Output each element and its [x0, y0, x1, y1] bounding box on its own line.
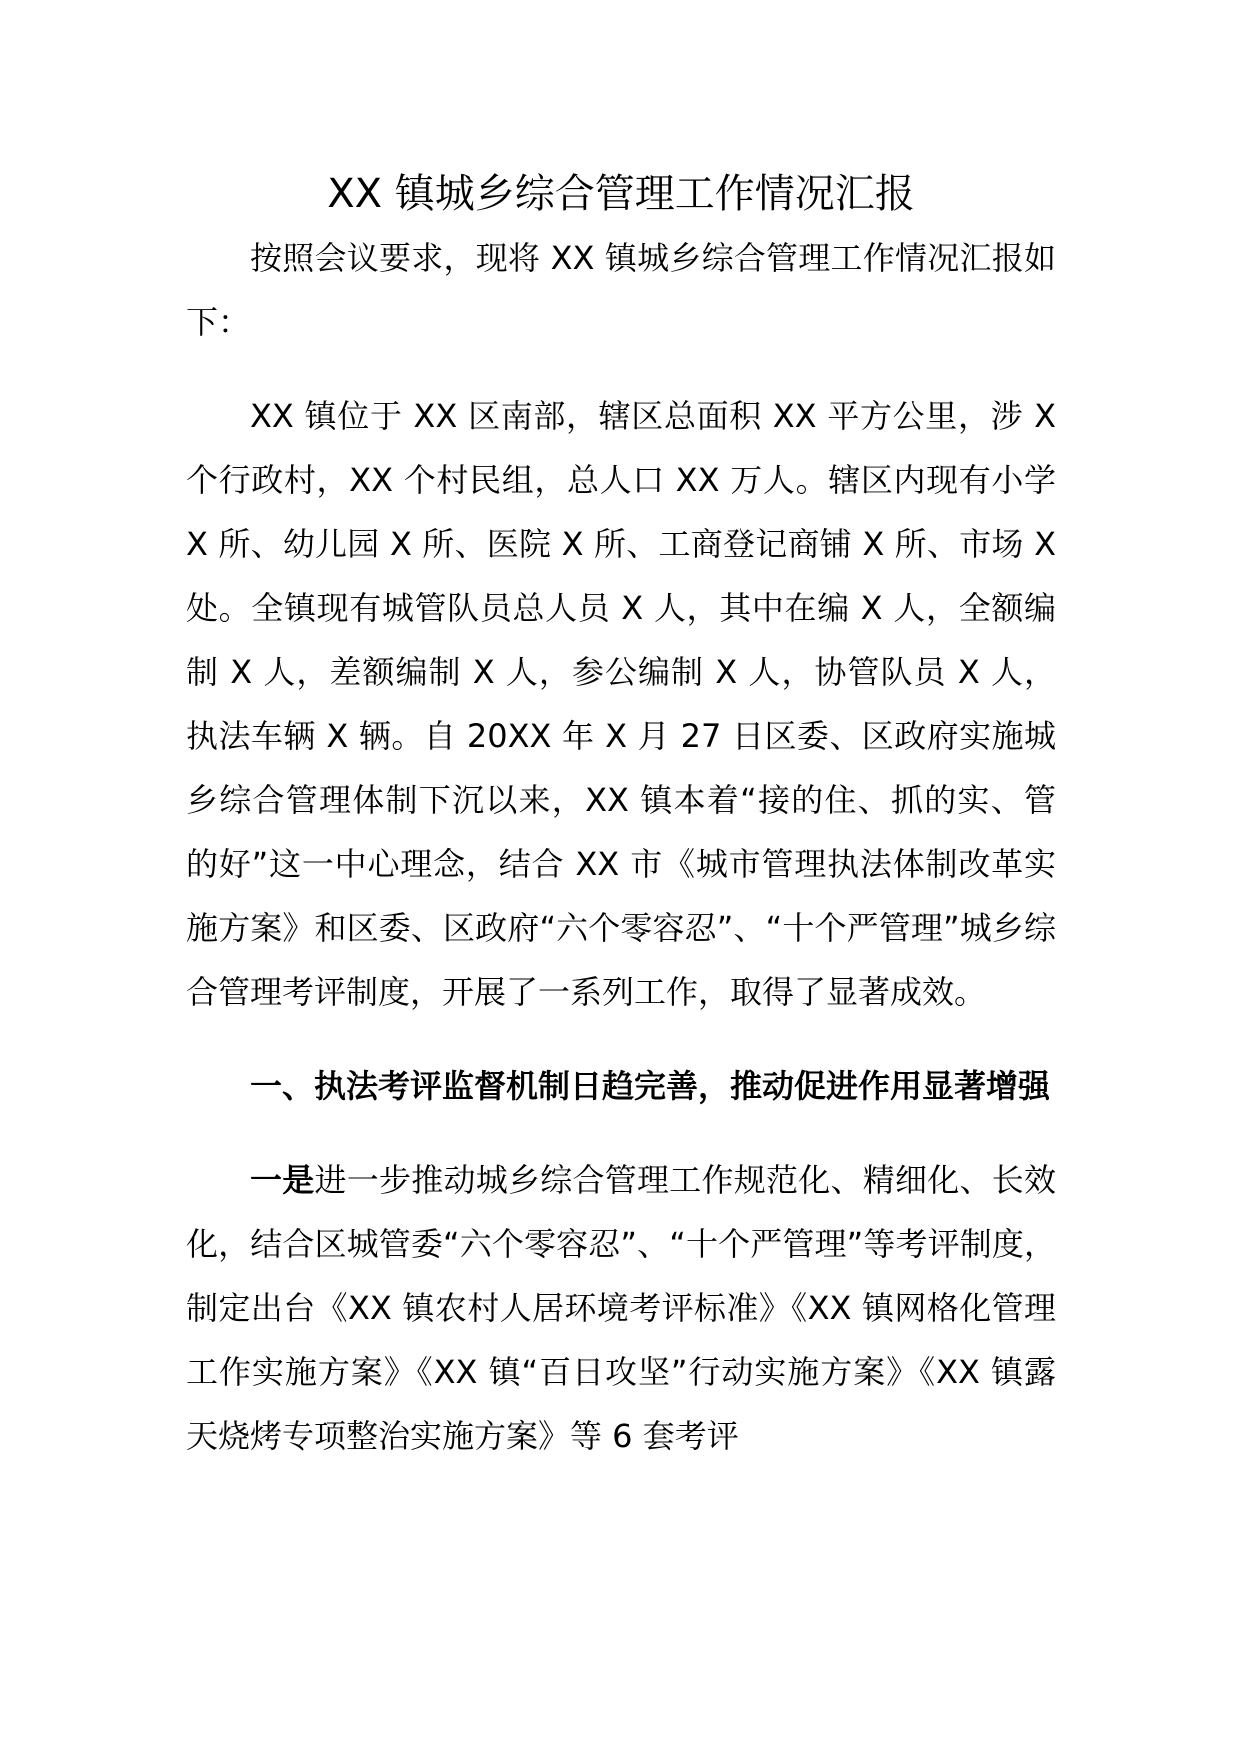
- intro-paragraph: 按照会议要求，现将 XX 镇城乡综合管理工作情况汇报如下：: [186, 239, 1056, 341]
- section-heading: 一、执法考评监督机制日趋完善，推动促进作用显著增强: [250, 1067, 1051, 1105]
- point-one-text: 进一步推动城乡综合管理工作规范化、精细化、长效化，结合区城管委“六个零容忍”、“十个严管理”等考评制度，制定出台《XX 镇农村人居环境考评标准》《XX 镇网格化管理工作实施方案》《XX 镇“百日攻坚”行动实施方案》《XX 镇露天烧烤专项整治实施方案》等 6 套考评: [186, 1161, 1056, 1455]
- overview-paragraph: XX 镇位于 XX 区南部，辖区总面积 XX 平方公里，涉 X 个行政村，XX 个村民组，总人口 XX 万人。辖区内现有小学 X 所、幼儿园 X 所、医院 X 所、工商登记商铺 X 所、市场 X 处。全镇现有城管队员总人员 X 人，其中在编 X 人，全额编制 X 人，差额编制 X 人，参公编制 X 人，协管队员 X 人，执法车辆 X 辆。自 20XX 年 X 月 27 日区委、区政府实施城乡综合管理体制下沉以来，XX 镇本着“接的住、抓的实、管的好”这一中心理念，结合 XX 市《城市管理执法体制改革实施方案》和区委、区政府“六个零容忍”、“十个严管理”城乡综合管理考评制度，开展了一系列工作，取得了显著成效。: [186, 397, 1056, 1011]
- document-body: [186, 162, 1056, 1468]
- point-one-paragraph: [186, 1148, 1056, 1468]
- point-one-lead: 一是: [250, 1161, 315, 1199]
- document-title: XX 镇城乡综合管理工作情况汇报: [327, 171, 915, 217]
